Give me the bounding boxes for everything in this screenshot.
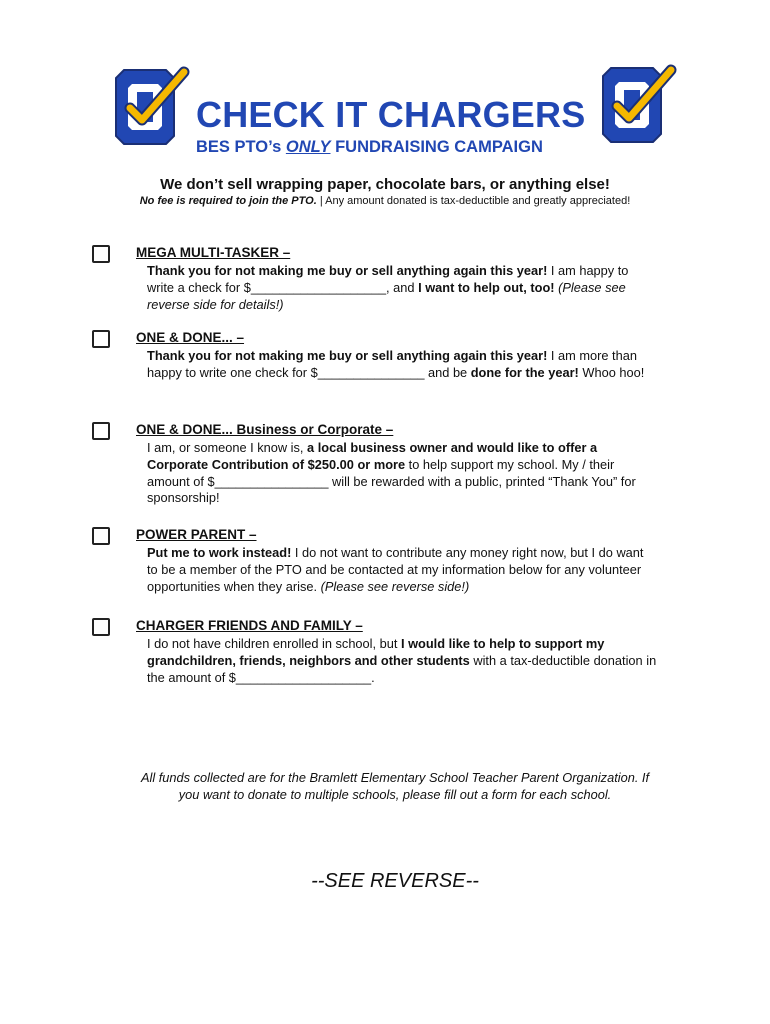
page-subtitle: BES PTO’s ONLY FUNDRAISING CAMPAIGN [196, 138, 543, 156]
footer-note: All funds collected are for the Bramlett Elementary School Teacher Parent Organization. If you want to donate to multiple schools, please fill out a form for each school. [140, 770, 650, 802]
checkbox[interactable] [92, 527, 110, 545]
checkbox[interactable] [92, 245, 110, 263]
page-title: CHECK IT CHARGERS [196, 94, 586, 135]
checkbox[interactable] [92, 618, 110, 636]
option-description: I do not have children enrolled in school, but I would like to help to support my grandchildren, friends, neighbors and other students with a tax-deductible donation in the amount of $___________________. [147, 636, 657, 685]
checkbox[interactable] [92, 330, 110, 348]
checkbox[interactable] [92, 422, 110, 440]
option-description: Put me to work instead! I do not want to contribute any money right now, but I do want to be a member of the PTO and be contacted at my information below for any volunteer opportunities when they arise. (Please see reverse side!) [147, 545, 644, 594]
chargers-logo-icon [597, 62, 679, 144]
fee-note: No fee is required to join the PTO. | Any amount donated is tax-deductible and greatly appreciated! [139, 195, 631, 207]
option-description: Thank you for not making me buy or sell anything again this year! I am more than happy to write one check for $_______________ and be done for the year! Whoo hoo! [147, 348, 645, 380]
option-description: Thank you for not making me buy or sell anything again this year! I am happy to write a check for $___________________, and I want to help out, too! (Please see reverse side for details!) [147, 263, 629, 312]
tagline: We don’t sell wrapping paper, chocolate bars, or anything else! [160, 176, 610, 193]
option-description: I am, or someone I know is, a local business owner and would like to offer a Corporate Contribution of $250.00 or more to help support my school. My / their amount of $________________ will be rewarded with a public, printed “Thank You” for sponsorship! [147, 440, 636, 506]
see-reverse: --SEE REVERSE-- [311, 870, 479, 892]
chargers-logo-icon [110, 64, 192, 146]
option-title: ONE & DONE... – [136, 330, 245, 345]
option-title: MEGA MULTI-TASKER – [136, 245, 291, 260]
option-title: ONE & DONE... Business or Corporate – [136, 422, 394, 437]
option-title: POWER PARENT – [136, 527, 257, 542]
option-title: CHARGER FRIENDS AND FAMILY – [136, 618, 363, 633]
